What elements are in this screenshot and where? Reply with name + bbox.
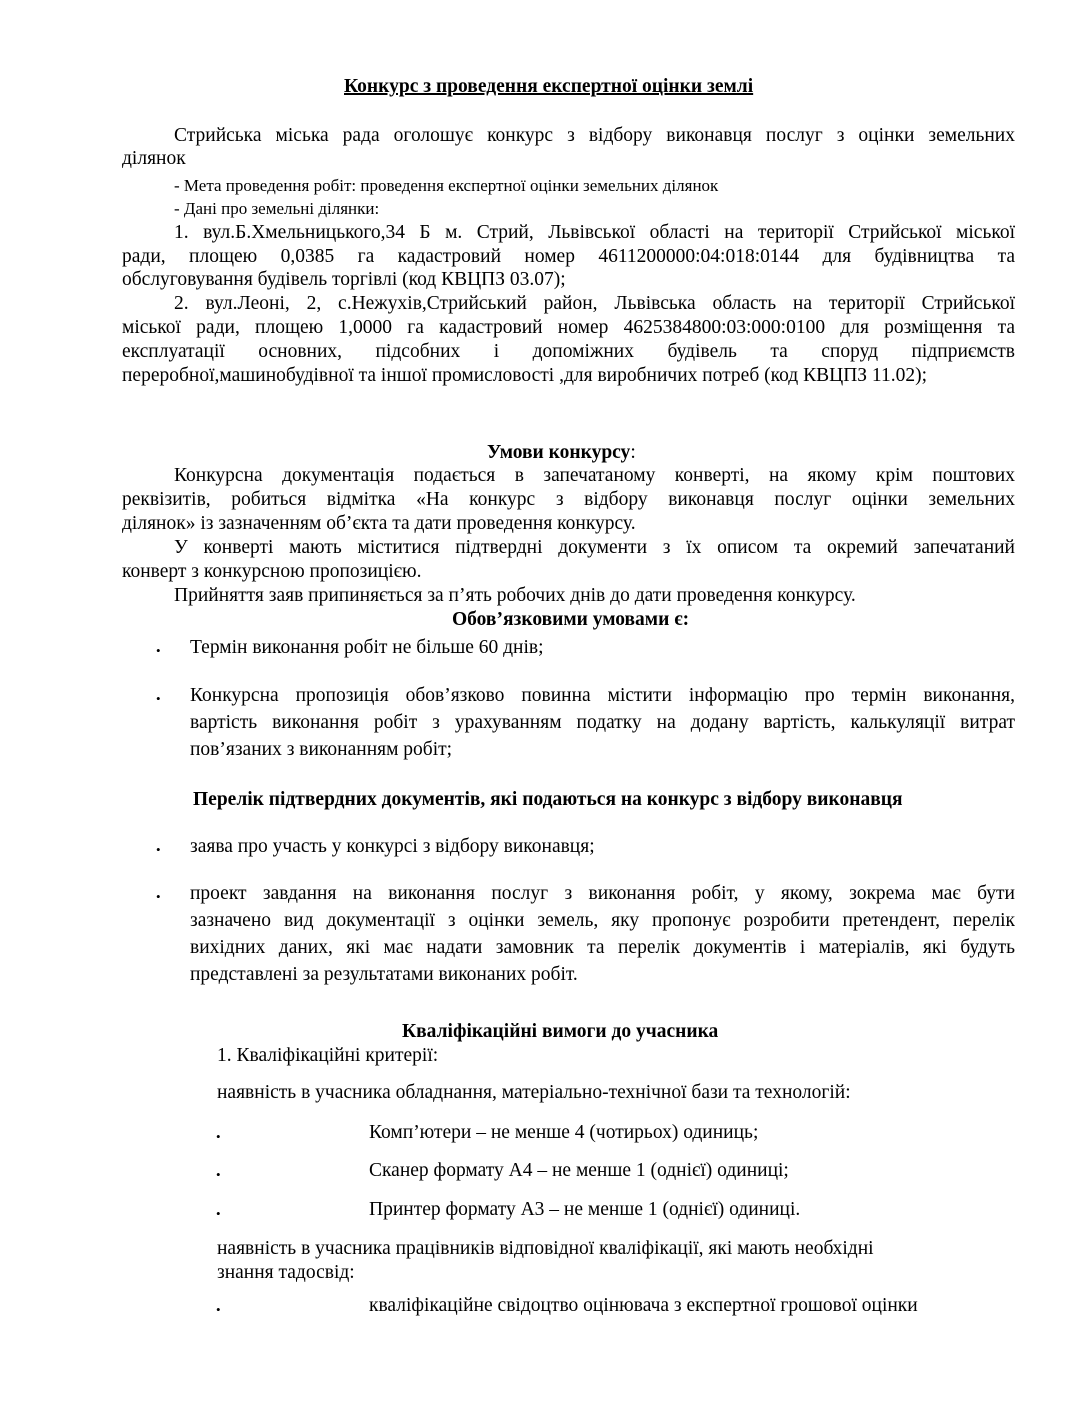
plot-2-line-3: експлуатації основних, підсобних і допоміжних будівель та споруд підприємств [122,341,1015,362]
conditions-heading-colon: : [630,442,636,463]
documents-item-2-line-3: вихідних даних, які має надати замовник та перелік документів і матеріалів, які будуть [190,937,1015,958]
plot-2-line-2: міської ради, площею 1,0000 га кадастровий номер 4625384800:03:000:0100 для розміщення та [122,317,1015,338]
qualification-heading: Кваліфікаційні вимоги до учасника [402,1021,719,1042]
intro-line-1: Стрийська міська рада оголошує конкурс з відбору виконавця послуг з оцінки земельних [174,125,1015,146]
mandatory-item-2-line-1: Конкурсна пропозиція обов’язково повинна містити інформацію про термін виконання, [190,685,1015,706]
criteria-label: 1. Кваліфікаційні критерії: [217,1045,439,1066]
conditions-heading-text: Умови конкурсу [487,442,631,463]
equipment-label: наявність в учасника обладнання, матеріально-технічної бази та технологій: [217,1082,851,1103]
intro-line-2: ділянок [122,148,186,169]
conditions-heading [487,442,636,464]
bullet-icon: • [216,1206,221,1221]
mandatory-item-1: Термін виконання робіт не більше 60 днів; [190,637,544,658]
goal-line: - Мета проведення робіт: проведення експертної оцінки земельних ділянок [174,176,719,195]
documents-heading: Перелік підтвердних документів, які подаються на конкурс з відбору виконавця [193,789,903,810]
conditions-para-1-line-2: реквізитів, робиться відмітка «На конкурс з відбору виконавця послуг оцінки земельних [122,489,1015,510]
bullet-icon: • [216,1129,221,1144]
plot-1-line-3: обслуговування будівель торгівлі (код КВЦПЗ 03.07); [122,269,566,290]
plot-1-line-2: ради, площею 0,0385 га кадастровий номер 4611200000:04:018:0144 для будівництва та [122,246,1015,267]
mandatory-item-2-line-2: вартість виконання робіт з урахуванням податку на додану вартість, калькуляції витрат [190,712,1015,733]
documents-item-2-line-2: зазначено вид документації з оцінки земель, яку пропонує розробити претендент, перелік [190,910,1015,931]
conditions-para-1-line-3: ділянок» із зазначенням об’єкта та дати проведення конкурсу. [122,513,636,534]
plot-2-line-4: переробної,машинобудівної та іншої промисловості ,для виробничих потреб (код КВЦПЗ 11.02); [122,365,927,386]
plots-label: - Дані про земельні ділянки: [174,199,380,218]
mandatory-heading: Обов’язковими умовами є: [452,609,690,630]
bullet-icon: • [156,643,161,658]
staff-label-line-1: наявність в учасника працівників відповідної кваліфікації, які мають необхідні [217,1238,874,1259]
bullet-icon: • [216,1167,221,1182]
bullet-icon: • [156,691,161,706]
mandatory-item-2-line-3: пов’язаних з виконанням робіт; [190,739,453,760]
plot-2-line-1: 2. вул.Леоні, 2, с.Нежухів,Стрийський район, Львівська область на території Стрийської [174,293,1015,314]
plot-1-line-1: 1. вул.Б.Хмельницького,34 Б м. Стрий, Львівської області на території Стрийської міської [174,222,1015,243]
conditions-para-1-line-1: Конкурсна документація подається в запечатаному конверті, на якому крім поштових [174,465,1015,486]
conditions-para-2-line-1: У конверті мають міститися підтвердні документи з їх описом та окремий запечатаний [174,537,1015,558]
documents-item-2-line-1: проект завдання на виконання послуг з виконання робіт, у якому, зокрема має бути [190,883,1015,904]
bullet-icon: • [156,889,161,904]
bullet-icon: • [156,842,161,857]
conditions-para-3: Прийняття заяв припиняється за п’ять робочих днів до дати проведення конкурсу. [174,585,856,606]
bullet-icon: • [216,1302,221,1317]
documents-item-2-line-4: представлені за результатами виконаних робіт. [190,964,578,985]
equipment-item-printer: Принтер формату А3 – не менше 1 (однієї) одиниці. [369,1199,801,1220]
equipment-item-computers: Комп’ютери – не менше 4 (чотирьох) одиниць; [369,1122,759,1143]
staff-label-line-2: знання тадосвід: [217,1262,355,1283]
documents-item-1: заява про участь у конкурсі з відбору виконавця; [190,836,595,857]
equipment-item-scanner: Сканер формату А4 – не менше 1 (однієї) одиниці; [369,1160,789,1181]
conditions-para-2-line-2: конверт з конкурсною пропозицією. [122,561,422,582]
staff-item-certificate: кваліфікаційне свідоцтво оцінювача з експертної грошової оцінки [369,1295,918,1316]
document-title: Конкурс з проведення експертної оцінки землі [344,76,754,97]
